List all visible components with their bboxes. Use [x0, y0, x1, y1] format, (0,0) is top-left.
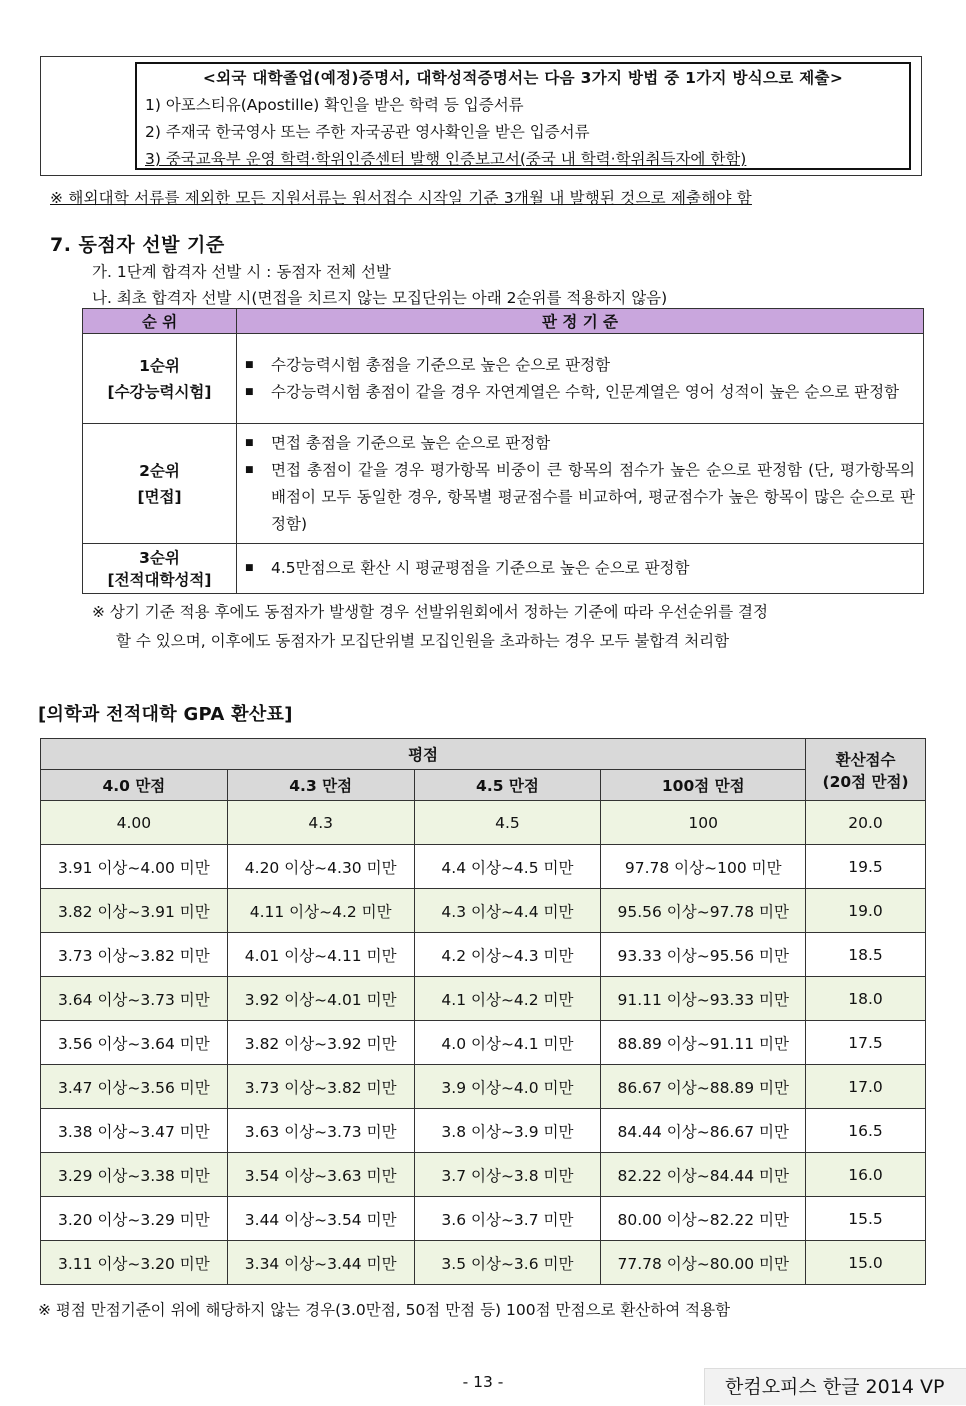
gpa-range-cell: 3.11 이상~3.20 미만 [41, 1241, 228, 1285]
notice-title: <외국 대학졸업(예정)증명서, 대학성적증명서는 다음 3가지 방법 중 1가지 방식으로 제출> [202, 69, 844, 87]
table-row [41, 845, 926, 889]
rank-cell [83, 334, 237, 424]
rank-label: 2순위 [139, 461, 180, 480]
section-title: 7. 동점자 선발 기준 [50, 234, 225, 256]
notice-line: 3) 중국교육부 운영 학력·학위인증센터 발행 인증보고서(중국 내 학력·학위취득자에 한함) [145, 150, 747, 168]
gpa-range-cell: 3.9 이상~4.0 미만 [414, 1065, 601, 1109]
gpa-range-cell: 3.91 이상~4.00 미만 [41, 845, 228, 889]
gpa-range-cell: 3.54 이상~3.63 미만 [227, 1153, 414, 1197]
gpa-range-cell: 91.11 이상~93.33 미만 [601, 977, 806, 1021]
gpa-range-cell: 3.73 이상~3.82 미만 [41, 933, 228, 977]
bullet-icon: ■ [245, 386, 254, 397]
score-cell: 19.5 [806, 845, 926, 889]
gpa-range-cell: 86.67 이상~88.89 미만 [601, 1065, 806, 1109]
score-cell: 17.0 [806, 1065, 926, 1109]
criteria-text: 수강능력시험 총점이 같을 경우 자연계열은 수학, 인문계열은 영어 성적이 높은 순으로 판정함 [271, 382, 900, 401]
gpa-range-cell: 3.92 이상~4.01 미만 [227, 977, 414, 1021]
gpa-range-cell: 3.34 이상~3.44 미만 [227, 1241, 414, 1285]
score-cell: 20.0 [806, 801, 926, 845]
bullet-icon: ■ [245, 359, 254, 370]
rank-header: 순 위 [83, 309, 237, 334]
gpa-range-cell: 4.4 이상~4.5 미만 [414, 845, 601, 889]
gpa-range-cell: 3.29 이상~3.38 미만 [41, 1153, 228, 1197]
criteria-text: 면접 총점이 같을 경우 평가항목 비중이 큰 항목의 점수가 높은 순으로 판정함 (단, 평가항목의 배점이 모두 동일한 경우, 항목별 평균점수를 비교하여, 평균점수가 높은 항목이 많은 순으로 판정함) [271, 460, 915, 533]
notice-box [135, 62, 911, 170]
rank-sub: [전적대학성적] [107, 570, 212, 589]
gpa-col-header: 4.0 만점 [41, 770, 228, 801]
gpa-range-cell: 3.82 이상~3.91 미만 [41, 889, 228, 933]
gpa-range-cell: 4.5 [414, 801, 601, 845]
score-cell: 17.5 [806, 1021, 926, 1065]
gpa-range-cell: 3.8 이상~3.9 미만 [414, 1109, 601, 1153]
score-header-line: 환산점수 [835, 750, 896, 769]
gpa-range-cell: 3.82 이상~3.92 미만 [227, 1021, 414, 1065]
gpa-range-cell: 3.20 이상~3.29 미만 [41, 1197, 228, 1241]
gpa-range-cell: 4.20 이상~4.30 미만 [227, 845, 414, 889]
gpa-range-cell: 4.1 이상~4.2 미만 [414, 977, 601, 1021]
gpa-range-cell: 3.73 이상~3.82 미만 [227, 1065, 414, 1109]
rank-label: 3순위 [139, 548, 180, 567]
gpa-range-cell: 4.00 [41, 801, 228, 845]
table-row [41, 801, 926, 845]
gpa-range-cell: 3.63 이상~3.73 미만 [227, 1109, 414, 1153]
gpa-range-cell: 77.78 이상~80.00 미만 [601, 1241, 806, 1285]
table-row [41, 1065, 926, 1109]
section-item-b: 나. 최초 합격자 선발 시(면접을 치르지 않는 모집단위는 아래 2순위를 적용하지 않음) [92, 289, 668, 307]
criteria-header: 판 정 기 준 [237, 309, 924, 334]
gpa-range-cell: 93.33 이상~95.56 미만 [601, 933, 806, 977]
score-cell: 16.5 [806, 1109, 926, 1153]
page-number: - 13 - [462, 1373, 504, 1391]
notice-line: 1) 아포스티유(Apostille) 확인을 받은 학력 등 입증서류 [145, 96, 524, 114]
gpa-col-header: 4.5 만점 [414, 770, 601, 801]
gpa-range-cell: 3.44 이상~3.54 미만 [227, 1197, 414, 1241]
table-row [41, 1109, 926, 1153]
tie-note-line: 할 수 있으며, 이후에도 동점자가 모집단위별 모집인원을 초과하는 경우 모두 불합격 처리함 [116, 632, 730, 650]
gpa-range-cell: 4.2 이상~4.3 미만 [414, 933, 601, 977]
bullet-icon: ■ [245, 437, 254, 448]
table-row [83, 424, 924, 544]
table-row [41, 1241, 926, 1285]
docs-note: ※ 해외대학 서류를 제외한 모든 지원서류는 원서접수 시작일 기준 3개월 내 발행된 것으로 제출해야 함 [50, 189, 752, 207]
score-cell: 18.0 [806, 977, 926, 1021]
table-row [83, 544, 924, 594]
gpa-range-cell: 82.22 이상~84.44 미만 [601, 1153, 806, 1197]
criteria-text: 4.5만점으로 환산 시 평균평점을 기준으로 높은 순으로 판정함 [271, 559, 690, 577]
gpa-range-cell: 4.11 이상~4.2 미만 [227, 889, 414, 933]
gpa-table-body [41, 801, 926, 1285]
gpa-score-header [806, 739, 926, 801]
gpa-range-cell: 3.7 이상~3.8 미만 [414, 1153, 601, 1197]
score-cell: 18.5 [806, 933, 926, 977]
gpa-range-cell: 3.64 이상~3.73 미만 [41, 977, 228, 1021]
gpa-range-cell: 95.56 이상~97.78 미만 [601, 889, 806, 933]
rank-label: 1순위 [139, 356, 180, 375]
gpa-range-cell: 3.38 이상~3.47 미만 [41, 1109, 228, 1153]
score-cell: 15.0 [806, 1241, 926, 1285]
gpa-group-header: 평점 [41, 739, 806, 770]
tie-note-line: ※ 상기 기준 적용 후에도 동점자가 발생할 경우 선발위원회에서 정하는 기준에 따라 우선순위를 결정 [92, 603, 768, 621]
rank-sub: [면접] [137, 487, 182, 506]
gpa-range-cell: 80.00 이상~82.22 미만 [601, 1197, 806, 1241]
gpa-range-cell: 4.01 이상~4.11 미만 [227, 933, 414, 977]
gpa-range-cell: 3.56 이상~3.64 미만 [41, 1021, 228, 1065]
gpa-note: ※ 평점 만점기준이 위에 해당하지 않는 경우(3.0만점, 50점 만점 등) 100점 만점으로 환산하여 적용함 [38, 1301, 731, 1319]
table-row [41, 933, 926, 977]
score-cell: 16.0 [806, 1153, 926, 1197]
score-cell: 15.5 [806, 1197, 926, 1241]
gpa-range-cell: 4.3 [227, 801, 414, 845]
table-row [41, 889, 926, 933]
gpa-range-cell: 100 [601, 801, 806, 845]
gpa-range-cell: 3.47 이상~3.56 미만 [41, 1065, 228, 1109]
gpa-range-cell: 4.3 이상~4.4 미만 [414, 889, 601, 933]
gpa-table [40, 738, 926, 1285]
table-row [41, 977, 926, 1021]
table-row [41, 1197, 926, 1241]
bullet-icon: ■ [245, 464, 254, 475]
tie-note [92, 598, 922, 656]
score-header-line: (20점 만점) [822, 772, 909, 791]
gpa-table-title: [의학과 전적대학 GPA 환산표] [38, 704, 293, 725]
criteria-text: 면접 총점을 기준으로 높은 순으로 판정함 [271, 433, 551, 452]
tie-rank-table [82, 308, 924, 594]
table-row [41, 1021, 926, 1065]
gpa-range-cell: 3.5 이상~3.6 미만 [414, 1241, 601, 1285]
gpa-range-cell: 88.89 이상~91.11 미만 [601, 1021, 806, 1065]
section-item-a: 가. 1단계 합격자 선발 시 : 동점자 전체 선발 [92, 263, 391, 281]
gpa-range-cell: 97.78 이상~100 미만 [601, 845, 806, 889]
gpa-range-cell: 3.6 이상~3.7 미만 [414, 1197, 601, 1241]
rank-cell [83, 544, 237, 594]
gpa-col-header: 4.3 만점 [227, 770, 414, 801]
notice-line: 2) 주재국 한국영사 또는 주한 자국공관 영사확인을 받은 입증서류 [145, 123, 590, 141]
criteria-cell [237, 424, 924, 544]
table-row [83, 334, 924, 424]
criteria-cell [237, 544, 924, 594]
rank-sub: [수강능력시험] [107, 382, 212, 401]
rank-cell [83, 424, 237, 544]
score-cell: 19.0 [806, 889, 926, 933]
criteria-text: 수강능력시험 총점을 기준으로 높은 순으로 판정함 [271, 355, 611, 374]
gpa-col-header: 100점 만점 [601, 770, 806, 801]
criteria-cell [237, 334, 924, 424]
table-row [41, 1153, 926, 1197]
gpa-range-cell: 4.0 이상~4.1 미만 [414, 1021, 601, 1065]
app-badge: 한컴오피스 한글 2014 VP [704, 1368, 966, 1405]
gpa-range-cell: 84.44 이상~86.67 미만 [601, 1109, 806, 1153]
bullet-icon: ■ [245, 563, 254, 573]
